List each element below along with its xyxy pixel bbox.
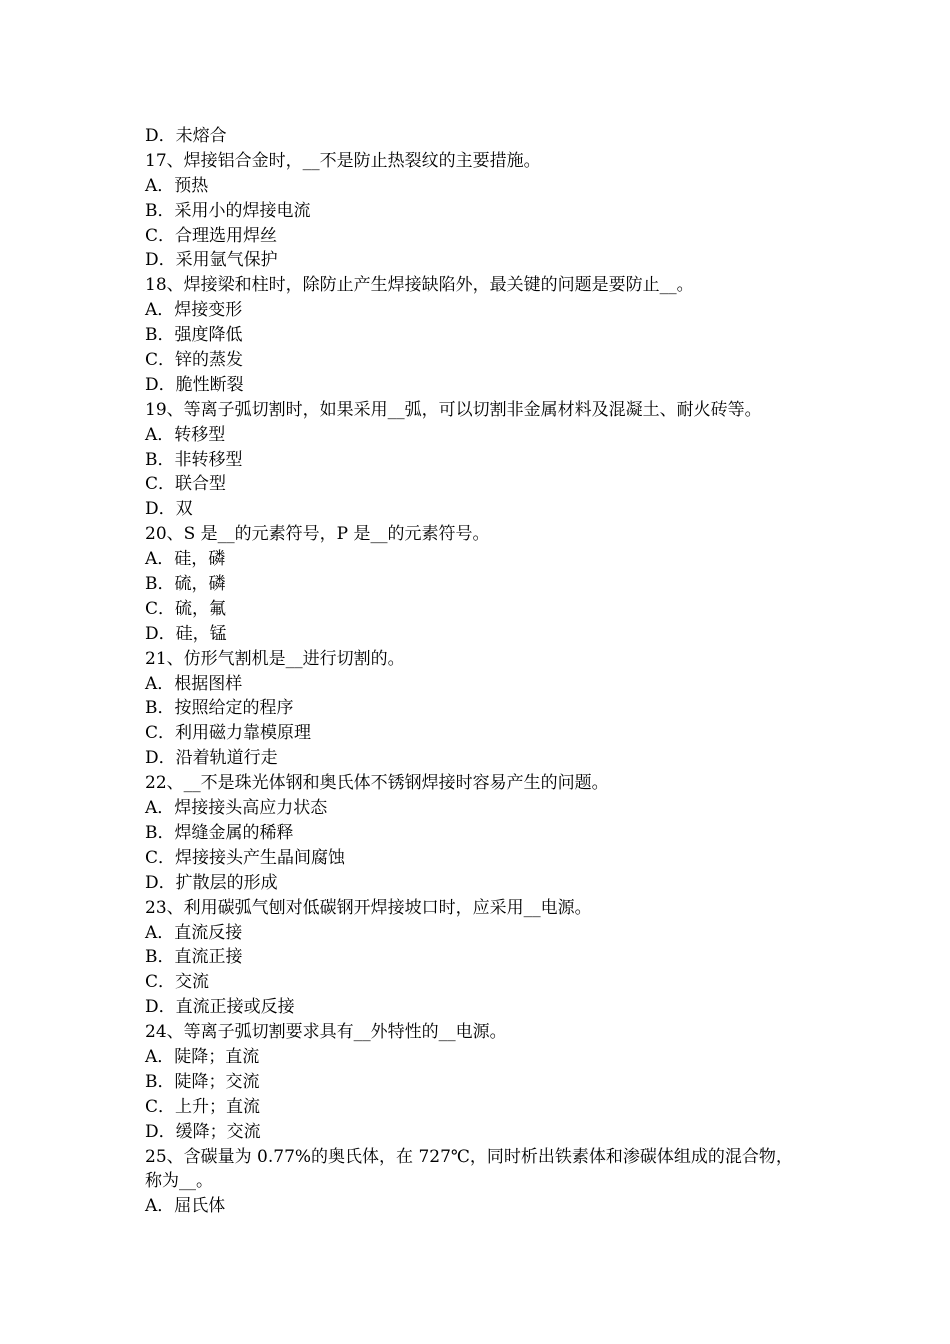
question-24: 24、等离子弧切割要求具有__外特性的__电源。 (145, 1022, 507, 1043)
option-18-c: C．锌的蒸发 (145, 350, 244, 371)
option-18-a: A．焊接变形 (145, 300, 243, 321)
option-24-b: B．陡降；交流 (145, 1071, 260, 1092)
option-22-b: B．焊缝金属的稀释 (145, 822, 294, 843)
option-18-d: D．脆性断裂 (145, 374, 244, 395)
question-18: 18、焊接梁和柱时，除防止产生焊接缺陷外，最关键的问题是要防止__。 (145, 275, 694, 296)
option-25-a: A．屈氏体 (145, 1196, 226, 1217)
option-22-c: C．焊接接头产生晶间腐蚀 (145, 847, 346, 868)
option-17-b: B．采用小的焊接电流 (145, 200, 311, 221)
question-22: 22、__不是珠光体钢和奥氏体不锈钢焊接时容易产生的问题。 (145, 773, 609, 794)
option-24-d: D．缓降；交流 (145, 1121, 261, 1142)
option-23-d: D．直流正接或反接 (145, 997, 295, 1018)
option-17-c: C．合理选用焊丝 (145, 225, 278, 246)
question-21: 21、仿形气割机是__进行切割的。 (145, 648, 405, 669)
option-19-d: D．双 (145, 499, 193, 520)
question-25-line-1: 25、含碳量为 0.77%的奥氏体，在 727℃，同时析出铁素体和渗碳体组成的混合物， (145, 1146, 793, 1167)
option-19-a: A．转移型 (145, 424, 226, 445)
option-22-a: A．焊接接头高应力状态 (145, 798, 328, 819)
option-21-b: B．按照给定的程序 (145, 698, 294, 719)
option-23-b: B．直流正接 (145, 947, 243, 968)
option-21-c: C．利用磁力靠模原理 (145, 723, 312, 744)
option-19-c: C．联合型 (145, 474, 227, 495)
option-21-a: A．根据图样 (145, 673, 243, 694)
question-23: 23、利用碳弧气刨对低碳钢开焊接坡口时，应采用__电源。 (145, 897, 592, 918)
option-18-b: B．强度降低 (145, 325, 243, 346)
option-16-d: D．未熔合 (145, 126, 227, 146)
option-17-d: D．采用氩气保护 (145, 250, 278, 271)
option-20-c: C．硫，氟 (145, 598, 227, 619)
option-24-a: A．陡降；直流 (145, 1046, 260, 1067)
option-23-a: A．直流反接 (145, 922, 243, 943)
option-24-c: C．上升；直流 (145, 1096, 261, 1117)
option-20-b: B．硫，磷 (145, 574, 226, 595)
question-17: 17、焊接铝合金时，__不是防止热裂纹的主要措施。 (145, 150, 541, 171)
option-21-d: D．沿着轨道行走 (145, 748, 278, 769)
option-23-c: C．交流 (145, 972, 210, 993)
question-19: 19、等离子弧切割时，如果采用__弧，可以切割非金属材料及混凝土、耐火砖等。 (145, 399, 762, 420)
option-19-b: B．非转移型 (145, 449, 243, 470)
option-20-d: D．硅，锰 (145, 623, 227, 644)
option-22-d: D．扩散层的形成 (145, 872, 278, 893)
question-text-block (145, 124, 825, 1219)
question-20: 20、S 是__的元素符号，P 是__的元素符号。 (145, 524, 490, 545)
option-17-a: A．预热 (145, 175, 209, 196)
question-25-line-2: 称为__。 (145, 1171, 213, 1192)
option-20-a: A．硅，磷 (145, 549, 226, 570)
